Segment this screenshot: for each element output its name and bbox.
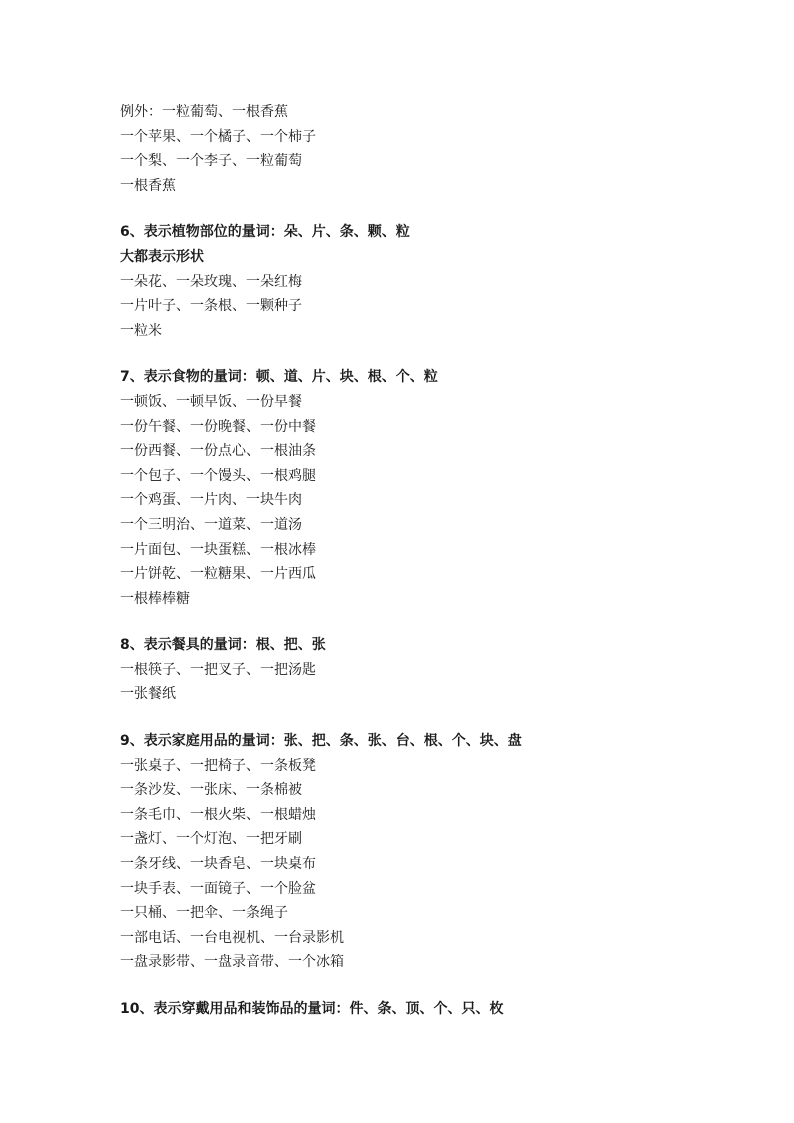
section-9 [120, 729, 720, 975]
section-heading: 8、表示餐具的量词：根、把、张 [120, 637, 326, 654]
document-page [120, 100, 720, 1022]
section-heading: 9、表示家庭用品的量词：张、把、条、张、台、根、个、块、盘 [120, 733, 522, 750]
text-line: 一盘录影带、一盘录音带、一个冰箱 [120, 954, 344, 971]
text-line: 一张桌子、一把椅子、一条板凳 [120, 757, 316, 774]
text-line: 一根香蕉 [120, 177, 176, 194]
text-line: 一盏灯、一个灯泡、一把牙刷 [120, 831, 302, 848]
section-7 [120, 365, 720, 611]
text-line: 一个包子、一个馒头、一根鸡腿 [120, 467, 316, 484]
section-10 [120, 997, 720, 1022]
text-line: 一个苹果、一个橘子、一个柿子 [120, 128, 316, 145]
section-gap [120, 198, 720, 220]
section-gap [120, 975, 720, 997]
text-line: 一根筷子、一把叉子、一把汤匙 [120, 661, 316, 678]
text-line: 一个三明治、一道菜、一道汤 [120, 516, 302, 533]
text-line: 一片叶子、一条根、一颗种子 [120, 298, 302, 315]
section-gap [120, 707, 720, 729]
section-heading: 7、表示食物的量词：顿、道、片、块、根、个、粒 [120, 369, 438, 386]
section-subheading: 大都表示形状 [120, 248, 204, 265]
text-line: 一份午餐、一份晚餐、一份中餐 [120, 418, 316, 435]
text-line: 一朵花、一朵玫瑰、一朵红梅 [120, 273, 302, 290]
text-line: 一条牙线、一块香皂、一块桌布 [120, 856, 316, 873]
section-6 [120, 220, 720, 343]
text-line: 例外：一粒葡萄、一根香蕉 [120, 104, 288, 120]
text-line: 一部电话、一台电视机、一台录影机 [120, 929, 344, 946]
text-line: 一根棒棒糖 [120, 590, 190, 607]
section-gap [120, 611, 720, 633]
text-line: 一粒米 [120, 322, 162, 339]
text-line: 一块手表、一面镜子、一个脸盆 [120, 880, 316, 897]
text-line: 一只桶、一把伞、一条绳子 [120, 905, 288, 922]
text-line: 一个鸡蛋、一片肉、一块牛肉 [120, 492, 302, 509]
text-line: 一片面包、一块蛋糕、一根冰棒 [120, 541, 316, 558]
text-line: 一个梨、一个李子、一粒葡萄 [120, 153, 302, 170]
section-heading: 10、表示穿戴用品和装饰品的量词：件、条、顶、个、只、枚 [120, 1001, 504, 1017]
text-line: 一片饼乾、一粒糖果、一片西瓜 [120, 566, 316, 583]
text-line: 一顿饭、一顿早饭、一份早餐 [120, 393, 302, 410]
text-line: 一份西餐、一份点心、一根油条 [120, 443, 316, 460]
section-heading: 6、表示植物部位的量词：朵、片、条、颗、粒 [120, 224, 410, 241]
section-8 [120, 633, 720, 707]
section-gap [120, 343, 720, 365]
text-line: 一条毛巾、一根火柴、一根蜡烛 [120, 806, 316, 823]
text-line: 一张餐纸 [120, 686, 176, 703]
intro-block [120, 100, 720, 198]
text-line: 一条沙发、一张床、一条棉被 [120, 782, 302, 799]
